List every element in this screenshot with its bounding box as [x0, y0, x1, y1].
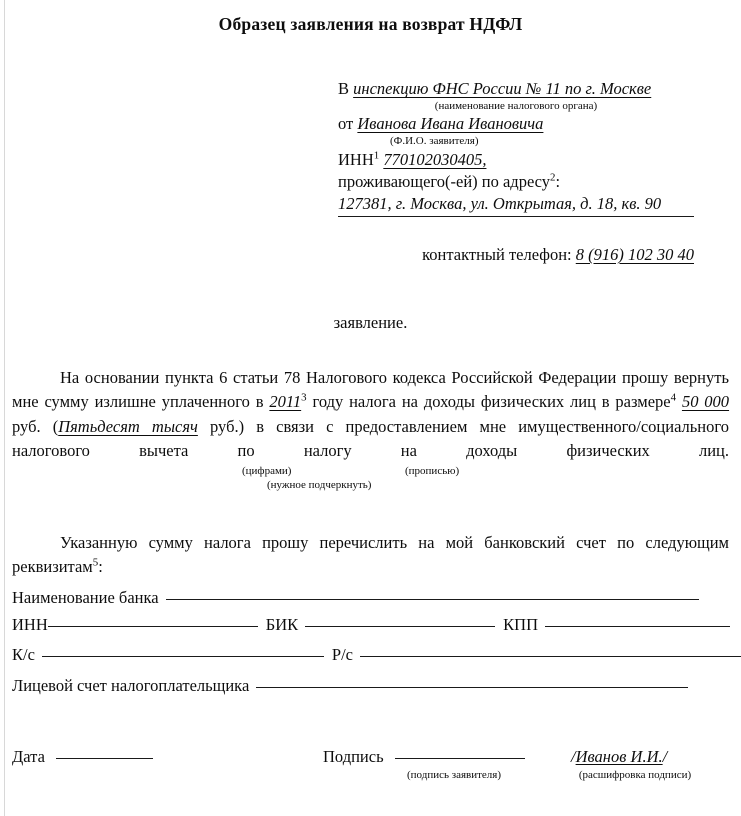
correspondent-account-input-rule[interactable] [42, 656, 324, 657]
statement-word: заявление. [333, 313, 408, 332]
applicant-inn-footnote-marker: 1 [373, 149, 380, 162]
decoded-close-slash: / [662, 747, 668, 766]
body-paragraph-1 [12, 366, 729, 487]
transfer-footnote-marker: 5 [92, 556, 99, 569]
settlement-account-input-rule[interactable] [360, 656, 741, 657]
page-title: Образец заявления на возврат НДФЛ [218, 14, 523, 34]
addressee-block [338, 78, 694, 217]
applicant-address-label: проживающего(-ей) по адресу [338, 171, 551, 191]
date-row[interactable] [12, 747, 153, 767]
settlement-account-label: Р/с [331, 645, 354, 664]
correspondent-settlement-row[interactable] [12, 645, 741, 665]
decoded-name: Иванов И.И. [575, 747, 663, 766]
refund-year-footnote-marker: 3 [301, 391, 307, 404]
bank-inn-input-rule[interactable] [48, 626, 258, 627]
signature-decoding-value [571, 747, 667, 767]
caption-underline-needed: (нужное подчеркнуть) [267, 479, 372, 491]
applicant-address-label-line [338, 171, 694, 193]
tax-office-caption: (наименование налогового органа) [434, 100, 598, 113]
date-label: Дата [12, 747, 45, 766]
correspondent-account-label: К/с [12, 645, 35, 664]
contact-phone-value: 8 (916) 102 30 40 [575, 245, 694, 264]
bank-name-row[interactable] [12, 588, 699, 608]
applicant-name-line [338, 113, 694, 135]
bank-name-label: Наименование банка [12, 588, 159, 607]
signature-label: Подпись [323, 747, 384, 766]
bank-inn-label: ИНН [12, 615, 48, 634]
bank-bik-input-rule[interactable] [305, 626, 495, 627]
body-paragraph-2 [12, 531, 729, 580]
personal-account-input-rule[interactable] [256, 687, 688, 688]
applicant-name-value: Иванова Ивана Ивановича [357, 114, 544, 134]
signature-row[interactable] [323, 747, 525, 767]
bank-bik-label: БИК [265, 615, 299, 634]
bank-kpp-input-rule[interactable] [545, 626, 730, 627]
refund-request-part1: На основании пункта 6 статьи 78 Налогового кодекса Российской Федерации прошу вернуть мне сумму излишне уплаченного в [12, 368, 729, 412]
decoded-open-slash: / [571, 747, 576, 766]
transfer-request-text [12, 531, 729, 580]
refund-amount-footnote-marker: 4 [670, 391, 677, 404]
applicant-address-value: 127381, г. Москва, ул. Открытая, д. 18, кв. 90 [338, 193, 694, 217]
refund-request-part3: руб. ( [12, 416, 59, 436]
refund-year-value: 2011 [269, 392, 302, 412]
applicant-inn-line [338, 149, 694, 171]
tax-office-prefix: В [338, 79, 350, 98]
bank-name-input-rule[interactable] [166, 599, 699, 600]
personal-account-label: Лицевой счет налогоплательщика [12, 676, 250, 695]
transfer-request-part1: Указанную сумму налога прошу перечислить на мой банковский счет по следующим реквизитам [12, 533, 729, 577]
page-edge-artifact [4, 0, 5, 816]
refund-request-part2: году налога на доходы физических лиц в размере [312, 392, 671, 412]
signature-input-rule[interactable] [395, 758, 525, 759]
applicant-name-caption: (Ф.И.О. заявителя) [390, 135, 479, 148]
applicant-name-prefix: от [338, 114, 354, 134]
personal-account-row[interactable] [12, 676, 688, 696]
date-input-rule[interactable] [56, 758, 153, 759]
signature-caption: (подпись заявителя) [406, 769, 502, 781]
refund-amount-digits: 50 000 [681, 392, 730, 412]
applicant-inn-label: ИНН [338, 149, 374, 169]
transfer-request-part2: : [98, 557, 103, 577]
bank-kpp-label: КПП [503, 615, 538, 634]
refund-request-part4: руб.) в связи с предоставлением мне имущественного/социального налогового вычета по налогу на доходы физических лиц. [12, 416, 729, 460]
signature-decoding-caption: (расшифровка подписи) [578, 769, 692, 781]
contact-phone-label: контактный телефон: [422, 245, 572, 264]
applicant-address-footnote-marker: 2 [550, 171, 556, 184]
tax-office-value: инспекцию ФНС России № 11 по г. Москве [353, 79, 652, 98]
applicant-address-label-suffix: : [555, 171, 561, 191]
applicant-inn-value: 770102030405, [383, 149, 487, 169]
underline-instruction-wrap [12, 479, 729, 494]
refund-amount-words: Пятьдесят тысяч [58, 416, 198, 436]
caption-digits: (цифрами) [242, 465, 292, 478]
contact-phone-line [338, 245, 694, 265]
tax-office-line [338, 78, 694, 100]
caption-words: (прописью) [405, 465, 460, 478]
underline-instruction-row [12, 479, 729, 494]
bank-inn-bik-kpp-row[interactable] [12, 615, 730, 635]
